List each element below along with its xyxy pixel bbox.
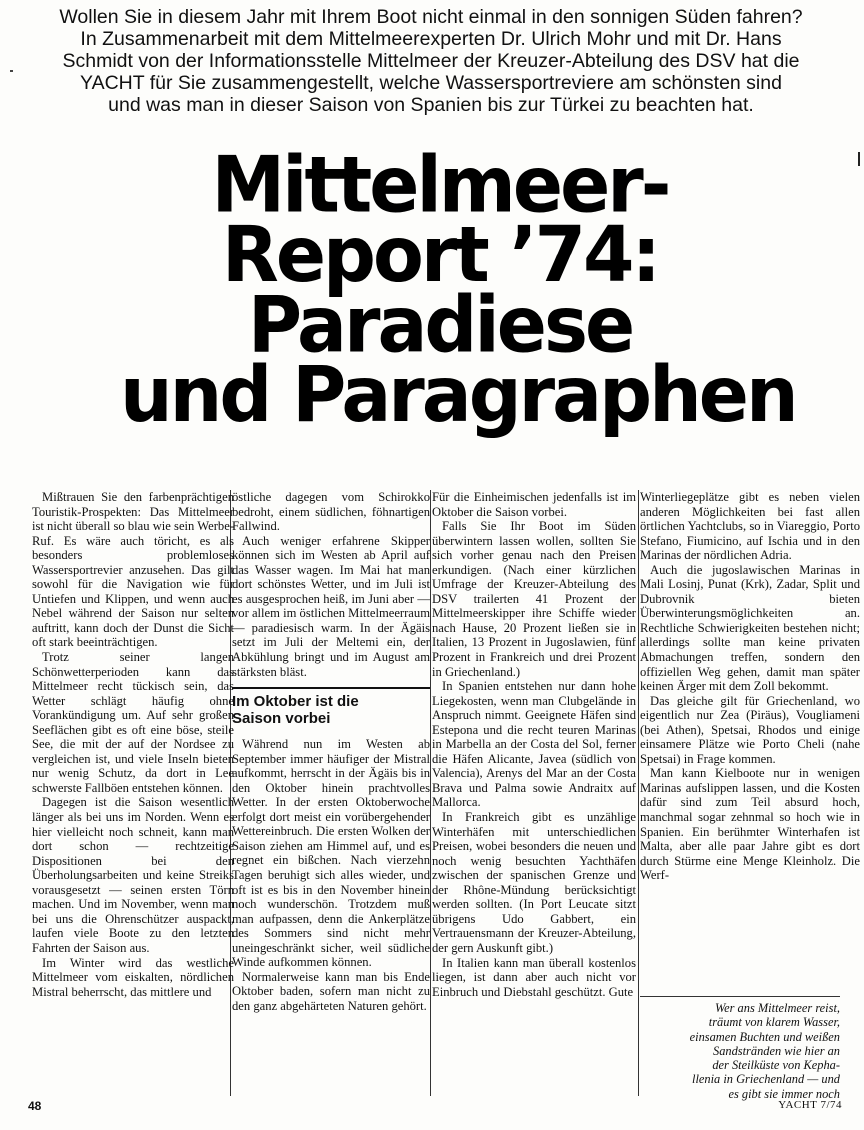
paragraph: In Italien kann man überall kostenlos liegen, ist dann aber auch nicht vor Einbruch und Diebstahl geschützt. Gute [432, 955, 636, 999]
paragraph: Auch weniger erfahrene Skipper können sich im Westen ab April auf das Wasser wagen. Im Mai hat man dort schönstes Wetter, und im Juli ist es ausgesprochen heiß, im Juni aber — vor allem im östlichen Mittelmeerraum — paradiesisch warm. In der Ägäis setzt im Juli der Meltemi ein, der Abkühlung bringt und im August am stärksten bläst. [232, 533, 430, 679]
intro-line: In Zusammenarbeit mit dem Mittelmeerexperten Dr. Ulrich Mohr und mit Dr. Hans [80, 28, 782, 50]
paragraph: Winterliegeplätze gibt es neben vielen anderen Möglichkeiten bei fast allen örtlichen Yachtclubs, so in Viareggio, Porto Stefano, Fiumicino, auf Ischia und in den Marinas der nördlichen Adria. [640, 490, 860, 563]
caption-line: träumt von klarem Wasser, [708, 1015, 840, 1030]
page-edge-mark [858, 152, 860, 166]
article-column-2 [232, 490, 430, 1096]
paragraph: Normalerweise kann man bis Ende Oktober baden, sofern man nicht zu den ganz abgehärteten Naturen gehört. [232, 969, 430, 1013]
caption-line: der Steilküste von Kepha- [712, 1058, 840, 1073]
magazine-issue: YACHT 7/74 [778, 1099, 842, 1111]
caption-line: Sandstränden wie hier an [713, 1043, 840, 1058]
paragraph: Auch die jugoslawischen Marinas in Mali Losinj, Punat (Krk), Zadar, Split und Dubrovnik bieten Überwinterungsmöglichkeiten an. Rechtliche Schwierigkeiten bestehen nicht; allerdings sollte man keine privaten Abmachungen treffen, sondern den offiziellen Weg gehen, damit man später keinen Ärger mit dem Zoll bekommt. [640, 562, 860, 694]
intro-line: Schmidt von der Informationsstelle Mittelmeer der Kreuzer-Abteilung des DSV hat die [62, 50, 800, 72]
paragraph: In Frankreich gibt es unzählige Winterhäfen mit unterschiedlichen Preisen, wobei besonders die neuen und noch wenig besuchten Yachthäfen zwischen der spanischen Grenze und der Rhône-Mündung berücksichtigt werden sollten. (In Port Leucate sitzt übrigens Udo Gabbert, ein Vertrauensmann der Kreuzer-Abteilung, der gern Auskunft gibt.) [432, 810, 636, 955]
intro-line: und was man in dieser Saison von Spanien bis zur Türkei zu beachten hat. [108, 94, 754, 116]
caption-line: es gibt sie immer noch [728, 1086, 840, 1101]
caption-line: llenia in Griechenland — und [692, 1072, 840, 1087]
article-column-4 [640, 490, 860, 990]
paragraph: Falls Sie Ihr Boot im Süden überwintern lassen wollen, sollten Sie sich vorher genau nach den Preisen erkundigen. (Nach einer kürzlichen Umfrage der Kreuzer-Abteilung des DSV trailerten 41 Prozent der Mittelmeerskipper ihre Schiffe wieder nach Hause, 20 Prozent ließen sie in Italien, 13 Prozent in Jugoslawien, fünf Prozent in Frankreich und drei Prozent in Griechenland.) [432, 519, 636, 679]
title-line: Report ’74: [221, 209, 659, 301]
article-title [120, 139, 796, 441]
paragraph: östliche dagegen vom Schirokko bedroht, einem südlichen, föhnartigen Fallwind. [232, 490, 430, 534]
subheading-line: Im Oktober ist die [232, 693, 359, 711]
article-column-1 [32, 490, 234, 1096]
title-line: Paradiese [247, 279, 633, 371]
caption-line: einsamen Buchten und weißen [689, 1029, 840, 1044]
caption-line: Wer ans Mittelmeer reist, [714, 1001, 840, 1015]
intro-line: Wollen Sie in diesem Jahr mit Ihrem Boot nicht einmal in den sonnigen Süden fahren? [59, 6, 803, 28]
paragraph: Das gleiche gilt für Griechenland, wo eigentlich nur Zea (Piräus), Vougliameni (bei Athen), Spetsai, Rhodos und einige einsamere Plätze wie Porto Cheli (nahe Spetsai) in Frage kommen. [640, 693, 860, 766]
paragraph: Für die Einheimischen jedenfalls ist im Oktober die Saison vorbei. [432, 490, 636, 519]
paragraph: Dagegen ist die Saison wesentlich länger als bei uns im Norden. Wenn es hier vielleicht noch schneit, kann man dort schon — rechtzeitige Dispositionen bei den Überholungsarbeiten und keine Streiks vorausgesetzt — seinen ersten Törn machen. Und im November, wenn man bei uns die Ohrenschützer auspackt, laufen viele Boote zu den letzten Fahrten der Saison aus. [32, 795, 234, 955]
intro-text [18, 6, 844, 116]
paragraph: Im Winter wird das westliche Mittelmeer vom eiskalten, nördlichen Mistral beherrscht, das mittlere und [32, 955, 234, 999]
subheading [232, 687, 430, 729]
subheading-line: Saison vorbei [232, 710, 331, 728]
paragraph: Mißtrauen Sie den farbenprächtigen Touristik-Prospekten: Das Mittelmeer ist nicht überall so blau wie sein Werbe-Ruf. Es wäre auch töricht, es als besonders problemloses Wassersportrevier anzusehen. Das gilt sowohl für die Navigation wie für Untiefen und Klippen, und wenn auch Nebel während der Saison nur selten auftritt, kann doch der Dunst die Sicht oft stark beeinträchtigen. [32, 490, 234, 650]
paragraph: In Spanien entstehen nur dann hohe Liegekosten, wenn man Clubgelände in Anspruch nimmt. Geeignete Häfen sind Estepona und die recht teuren Marinas in Marbella an der Costa del Sol, ferner die Häfen Alicante, Javea (südlich von Valencia), Arenys del Mar an der Costa Brava und Palma sowie Andraitx auf Mallorca. [432, 679, 636, 810]
paragraph: Während nun im Westen ab September immer häufiger der Mistral aufkommt, herrscht in der Ägäis bis in den Oktober hinein prachtvolles Wetter. In der ersten Oktoberwoche erfolgt dort meist ein vorübergehender Wettereinbruch. Die ersten Wolken der Saison ziehen am Himmel auf, und es regnet ein bißchen. Nach vierzehn Tagen beruhigt sich alles wieder, und oft ist es bis in den November hinein noch wunderschön. Trotzdem muß man aufpassen, denn die Ankerplätze des Sommers sind nicht mehr uneingeschränkt sicher, weil südliche Winde aufkommen können. [232, 737, 430, 970]
photo-caption [640, 996, 840, 1101]
intro-line: YACHT für Sie zusammengestellt, welche Wassersportreviere am schönsten sind [80, 72, 782, 94]
article-column-3 [432, 490, 636, 1096]
page-number: 48 [28, 1099, 42, 1113]
title-line: Mittelmeer- [211, 139, 669, 231]
print-speck [10, 70, 13, 72]
paragraph: Trotz seiner langen Schönwetterperioden kann das Mittelmeer recht tückisch sein, das Wetter schlägt häufig ohne Vorankündigung um. Auf sehr großen Seeflächen gibt es oft eine böse, steile See, die mit der auf der Nordsee zu vergleichen ist, und viele Inseln bieten nur wenig Schutz, da dort in Lee schwerste Fallböen entstehen können. [32, 650, 234, 795]
title-line: und Paragraphen [120, 349, 796, 441]
paragraph: Man kann Kielboote nur in wenigen Marinas aufslippen lassen, und die Kosten dafür sind zum Teil absurd hoch, manchmal sogar zehnmal so hoch wie in Spanien. Ein berühmter Winterhafen ist Malta, aber alle paar Jahre gibt es dort durch Stürme eine Menge Kleinholz. Die Werf- [640, 766, 860, 883]
